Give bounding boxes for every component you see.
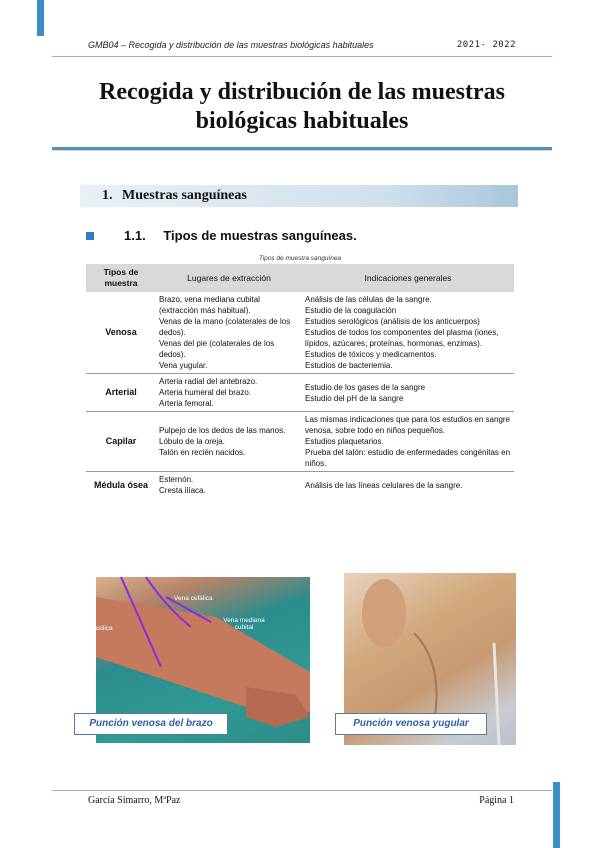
indication-line: Estudio del pH de la sangre: [305, 393, 404, 403]
page-title: Recogida y distribución de las muestras biológicas habituales: [98, 79, 505, 134]
footer-author: García Simarro, MªPaz: [88, 795, 181, 806]
section-number: 1.: [102, 188, 113, 203]
indication-line: Análisis de las células de la sangre.: [305, 295, 432, 304]
indication-line: Estudio de los gases de la sangre: [305, 382, 426, 392]
place-line: Arteria radial del antebrazo.: [159, 377, 258, 386]
annotation-cefalica: Vena cefálica: [174, 595, 213, 602]
table-row: [86, 374, 514, 412]
place-line: Venas del pie (colaterales de los dedos).: [159, 339, 275, 359]
cell-type: Capilar: [86, 412, 156, 472]
ear-shape: [362, 579, 406, 647]
cell-indications: [302, 292, 514, 374]
title-rule: [52, 147, 552, 151]
bullet-square-icon: [86, 232, 94, 240]
cell-type: Médula ósea: [93, 479, 149, 490]
cell-indications: [302, 412, 514, 472]
cell-places: [156, 412, 302, 472]
header-rule: [52, 56, 552, 57]
table-caption: Tipos de muestra sanguínea: [258, 255, 342, 262]
top-accent-bar: [37, 0, 44, 36]
indication-line: Prueba del talón: estudio de enfermedades congénitas en niños.: [305, 448, 511, 468]
indication-line: Estudios de todos los componentes del plasma (iones, lípidos, azúcares, proteínas, hormonas, enzimas).: [305, 328, 499, 348]
blood-samples-table: [86, 264, 514, 498]
indication-line: Estudio de la coagulación: [305, 306, 397, 315]
tube-line: [494, 643, 499, 745]
photo1-caption: Punción venosa del brazo: [74, 713, 228, 735]
section-title: Muestras sanguíneas: [122, 188, 247, 203]
indication-line: Estudios serológicos (análisis de los anticuerpos): [305, 317, 480, 326]
subsection-heading: [124, 228, 357, 243]
table-header-row: [86, 264, 514, 292]
photo2-caption: Punción venosa yugular: [335, 713, 487, 735]
annotation-mediana: Vena mediana cubital: [223, 617, 265, 631]
place-line: Arteria femoral.: [159, 399, 214, 408]
section-heading: [80, 185, 518, 207]
header-cell-type: Tipos de muestra: [86, 264, 156, 292]
place-line: Cresta ilíaca.: [159, 486, 206, 495]
table-row: [86, 292, 514, 374]
cell-places: [156, 374, 302, 412]
header-left-text: GMB04 – Recogida y distribución de las muestras biológicas habituales: [88, 40, 374, 50]
jugular-line: [414, 633, 437, 723]
indication-line: Análisis de las líneas celulares de la sangre.: [305, 480, 463, 490]
indication-line: Estudios de bacteriemia.: [305, 361, 393, 370]
footer-page-number: Página 1: [479, 795, 514, 806]
annotation-basilica: Vena basílica: [74, 625, 113, 632]
cell-indications: [302, 472, 514, 499]
cell-indications: [302, 374, 514, 412]
table-row: [86, 472, 514, 499]
cell-type: Venosa: [86, 292, 156, 374]
indication-line: Estudios de tóxicos y medicamentos.: [305, 350, 437, 359]
cell-places: [156, 472, 302, 499]
place-line: Arteria humeral del brazo.: [159, 388, 252, 397]
header-cell-indications: Indicaciones generales: [302, 264, 514, 292]
page-header: [88, 40, 516, 50]
indication-line: Estudios plaquetarios.: [305, 437, 384, 446]
table-row: [86, 412, 514, 472]
place-line: Venas de la mano (colaterales de los dedos).: [159, 317, 291, 337]
cell-type: Arterial: [86, 374, 156, 412]
cell-places: [156, 292, 302, 374]
header-cell-places: Lugares de extracción: [156, 264, 302, 292]
subsection-title: Tipos de muestras sanguíneas.: [163, 228, 357, 243]
place-line: Talón en recién nacidos.: [159, 448, 246, 457]
place-line: Esternón.: [159, 475, 194, 484]
place-line: Brazo, vena mediana cubital (extracción más habitual).: [159, 295, 260, 315]
bottom-accent-bar: [553, 782, 560, 848]
place-line: Vena yugular.: [159, 361, 208, 370]
subsection-number: 1.1.: [124, 228, 146, 243]
place-line: Lóbulo de la oreja.: [159, 437, 225, 446]
indication-line: Las mismas indicaciones que para los estudios en sangre venosa, sobre todo en niños pequeños.: [305, 415, 511, 435]
header-year: 2021- 2022: [456, 40, 516, 50]
footer-rule: [52, 790, 552, 791]
place-line: Pulpejo de los dedos de las manos.: [159, 426, 286, 435]
